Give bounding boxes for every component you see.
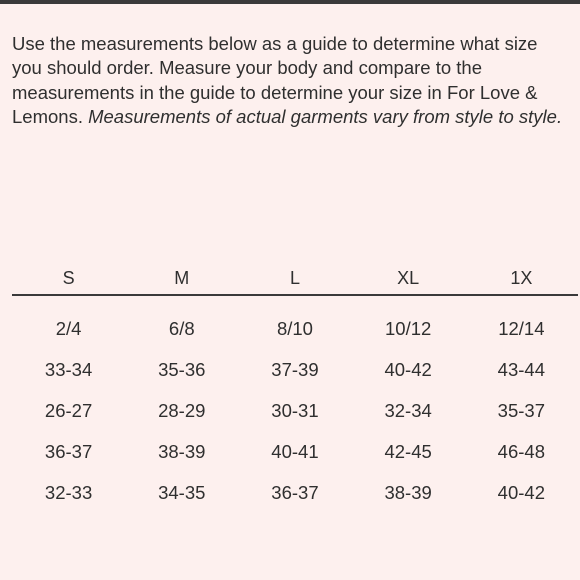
size-guide-intro [12, 32, 568, 129]
table-cell: 36-37 [44, 440, 93, 462]
table-cell: 10/12 [385, 317, 432, 339]
table-row [12, 349, 578, 390]
table-cell: 35-36 [158, 358, 206, 380]
table-cell: 40-42 [497, 481, 545, 503]
table-row [12, 308, 578, 349]
table-cell: 32-33 [44, 481, 93, 503]
table-cell: 12/14 [498, 317, 545, 339]
table-row [12, 431, 578, 472]
header-size-1x: 1X [510, 267, 533, 288]
table-cell: 28-29 [158, 399, 206, 421]
header-size-xl: XL [397, 267, 420, 288]
intro-text: Use the measurements below as a guide to determine what size you should order. Measure your body and compare to the measurements in the guide to determine your size in For Love & Lemons. [12, 33, 538, 127]
table-cell: 8/10 [276, 317, 313, 339]
table-row [12, 390, 578, 431]
table-cell: 34-35 [158, 481, 206, 503]
intro-italic-note: Measurements of actual garments vary from style to style. [88, 105, 563, 127]
size-table [12, 262, 578, 513]
table-cell: 30-31 [271, 399, 319, 421]
header-size-m: M [174, 267, 190, 288]
size-table-header [12, 262, 578, 296]
table-cell: 38-39 [384, 481, 432, 503]
table-cell: 33-34 [44, 358, 93, 380]
table-cell: 32-34 [384, 399, 432, 421]
table-cell: 42-45 [384, 440, 432, 462]
table-row [12, 472, 578, 513]
table-cell: 35-37 [497, 399, 545, 421]
table-cell: 38-39 [158, 440, 206, 462]
header-size-s: S [62, 267, 75, 288]
size-table-body [12, 296, 578, 513]
header-size-l: L [289, 267, 300, 288]
table-cell: 36-37 [271, 481, 319, 503]
table-cell: 6/8 [168, 317, 195, 339]
table-cell: 37-39 [271, 358, 319, 380]
table-cell: 43-44 [497, 358, 545, 380]
table-cell: 40-41 [271, 440, 319, 462]
table-cell: 26-27 [44, 399, 93, 421]
table-cell: 2/4 [55, 317, 82, 339]
table-cell: 40-42 [384, 358, 432, 380]
table-cell: 46-48 [497, 440, 545, 462]
top-divider-bar [0, 0, 580, 4]
